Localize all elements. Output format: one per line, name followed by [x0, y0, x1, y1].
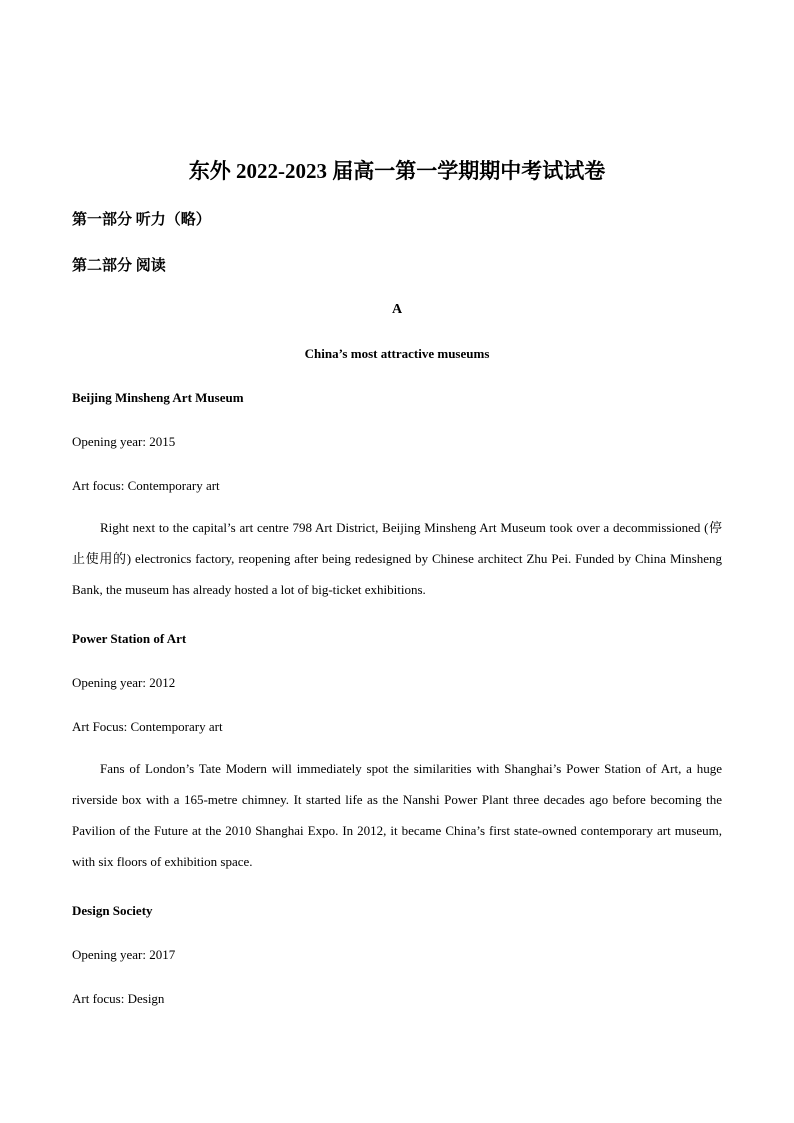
museum-description: Fans of London’s Tate Modern will immediately spot the similarities with Shanghai’s Power Station of Art, a huge riverside box with a 165-metre chimney. It started life as the Nanshi Power Plant three decades ago before becoming the Pavilion of the Future at the 2010 Shanghai Expo. In 2012, it became China’s first state-owned contemporary art museum, with six floors of exhibition space.: [72, 761, 722, 869]
part-two-heading: 第二部分 阅读: [72, 258, 166, 274]
art-focus: Art focus: Contemporary art: [72, 478, 220, 493]
museum-name: Design Society: [72, 903, 153, 918]
art-focus: Art focus: Design: [72, 991, 165, 1006]
passage-title: China’s most attractive museums: [304, 346, 490, 361]
opening-year: Opening year: 2012: [72, 675, 176, 690]
museum-description: Right next to the capital’s art centre 798 Art District, Beijing Minsheng Art Museum took over a decommissioned (停止使用的) electronics factory, reopening after being redesigned by Chinese architect Zhu Pei. Funded by China Minsheng Bank, the museum has already hosted a lot of big-ticket exhibitions.: [72, 520, 722, 597]
museum-name: Power Station of Art: [72, 631, 187, 646]
opening-year: Opening year: 2015: [72, 434, 176, 449]
museum-entry-power-station: [72, 629, 722, 877]
museum-name: Beijing Minsheng Art Museum: [72, 390, 244, 405]
opening-year: Opening year: 2017: [72, 947, 176, 962]
museum-entry-minsheng: [72, 388, 722, 605]
part-one-heading: 第一部分 听力（略）: [72, 212, 211, 228]
exam-title: 东外 2022-2023 届高一第一学期期中考试试卷: [188, 159, 606, 183]
museum-entry-design-society: [72, 901, 722, 1009]
section-letter: A: [391, 302, 403, 317]
art-focus: Art Focus: Contemporary art: [72, 719, 223, 734]
